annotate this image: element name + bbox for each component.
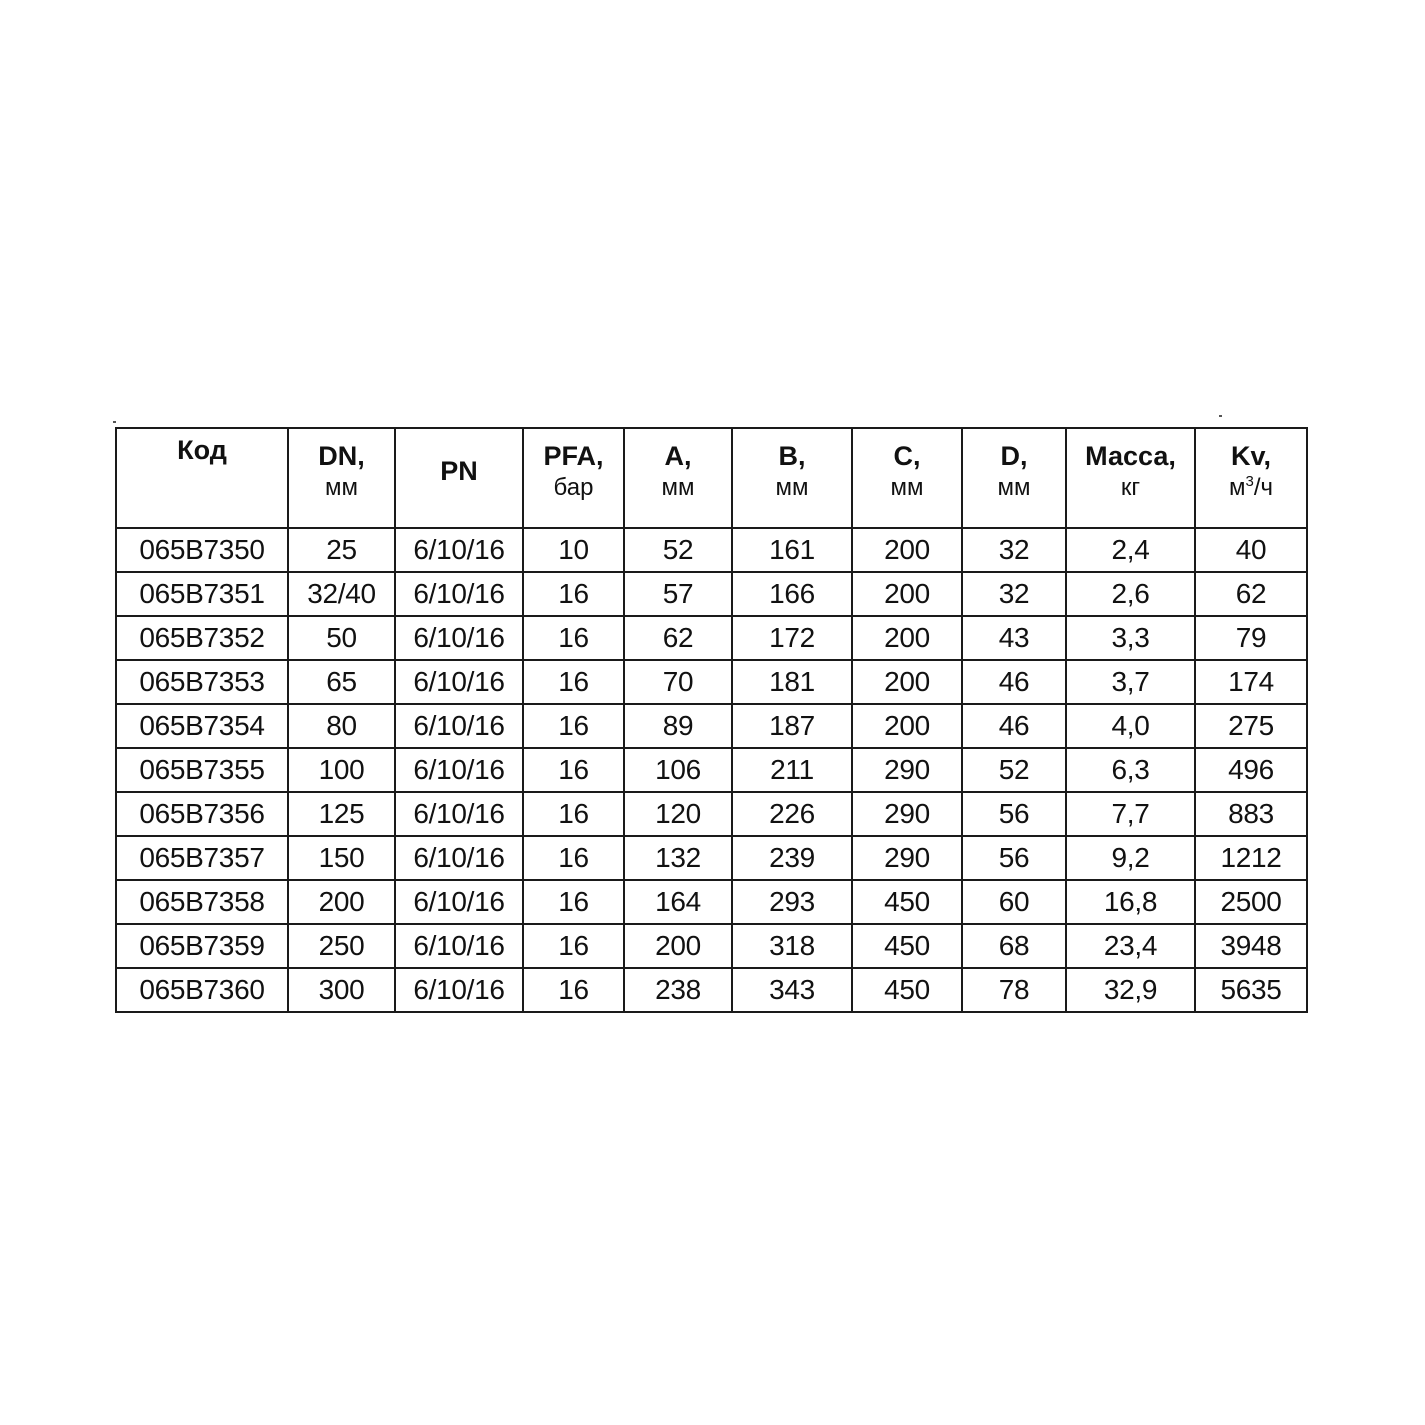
- header-d: [962, 428, 1066, 528]
- cell-pn: 6/10/16: [395, 748, 523, 792]
- header-d-unit: мм: [997, 474, 1031, 501]
- cell-pfa: 16: [523, 792, 624, 836]
- cell-c: 450: [852, 968, 962, 1012]
- cell-c: 290: [852, 836, 962, 880]
- header-code: [116, 428, 288, 528]
- cell-c: 450: [852, 880, 962, 924]
- cell-c: 200: [852, 572, 962, 616]
- cell-c: 450: [852, 924, 962, 968]
- cell-pn: 6/10/16: [395, 528, 523, 572]
- cell-d: 78: [962, 968, 1066, 1012]
- cell-pn: 6/10/16: [395, 572, 523, 616]
- cell-b: 211: [732, 748, 852, 792]
- cell-pfa: 16: [523, 704, 624, 748]
- header-kv-unit-sup: 3: [1245, 473, 1254, 490]
- header-a: [624, 428, 732, 528]
- cell-c: 290: [852, 748, 962, 792]
- cell-kv: 174: [1195, 660, 1307, 704]
- header-pn: [395, 428, 523, 528]
- spec-table-container: [115, 427, 1306, 1013]
- cell-a: 52: [624, 528, 732, 572]
- cell-a: 164: [624, 880, 732, 924]
- cell-mass: 32,9: [1066, 968, 1195, 1012]
- cell-mass: 9,2: [1066, 836, 1195, 880]
- cell-dn: 25: [288, 528, 395, 572]
- cell-kv: 5635: [1195, 968, 1307, 1012]
- cell-pfa: 16: [523, 616, 624, 660]
- cell-a: 70: [624, 660, 732, 704]
- cell-dn: 100: [288, 748, 395, 792]
- cell-pn: 6/10/16: [395, 880, 523, 924]
- header-pn-label: PN: [440, 456, 478, 486]
- cell-code: 065B7359: [116, 924, 288, 968]
- cell-dn: 32/40: [288, 572, 395, 616]
- cell-c: 200: [852, 616, 962, 660]
- header-b-label: B,: [778, 441, 806, 471]
- cell-mass: 2,4: [1066, 528, 1195, 572]
- cell-b: 181: [732, 660, 852, 704]
- table-row: [116, 924, 1307, 968]
- cell-kv: 496: [1195, 748, 1307, 792]
- cell-pfa: 16: [523, 968, 624, 1012]
- table-row: [116, 704, 1307, 748]
- cell-pn: 6/10/16: [395, 792, 523, 836]
- cell-dn: 50: [288, 616, 395, 660]
- cell-dn: 150: [288, 836, 395, 880]
- cell-dn: 65: [288, 660, 395, 704]
- header-mass: [1066, 428, 1195, 528]
- header-kv-unit-rest: /ч: [1253, 474, 1273, 501]
- cell-mass: 7,7: [1066, 792, 1195, 836]
- cell-code: 065B7350: [116, 528, 288, 572]
- cell-pfa: 16: [523, 836, 624, 880]
- header-pfa: [523, 428, 624, 528]
- cell-mass: 3,7: [1066, 660, 1195, 704]
- cell-pn: 6/10/16: [395, 704, 523, 748]
- header-dn: [288, 428, 395, 528]
- cell-kv: 275: [1195, 704, 1307, 748]
- table-row: [116, 792, 1307, 836]
- cell-a: 106: [624, 748, 732, 792]
- cell-a: 200: [624, 924, 732, 968]
- cell-mass: 6,3: [1066, 748, 1195, 792]
- cell-pn: 6/10/16: [395, 836, 523, 880]
- cell-pn: 6/10/16: [395, 924, 523, 968]
- header-dn-unit: мм: [325, 474, 358, 501]
- cell-d: 43: [962, 616, 1066, 660]
- cell-d: 46: [962, 704, 1066, 748]
- cell-c: 200: [852, 660, 962, 704]
- cell-d: 32: [962, 572, 1066, 616]
- cell-code: 065B7356: [116, 792, 288, 836]
- table-body: [116, 528, 1307, 1012]
- spec-table: [115, 427, 1308, 1013]
- cell-a: 62: [624, 616, 732, 660]
- cell-b: 343: [732, 968, 852, 1012]
- cell-code: 065B7358: [116, 880, 288, 924]
- table-row: [116, 748, 1307, 792]
- cell-code: 065B7360: [116, 968, 288, 1012]
- cell-pfa: 10: [523, 528, 624, 572]
- header-a-label: A,: [664, 441, 692, 471]
- cell-code: 065B7355: [116, 748, 288, 792]
- cell-pfa: 16: [523, 924, 624, 968]
- header-mass-label: Масса,: [1085, 441, 1176, 471]
- cell-pn: 6/10/16: [395, 968, 523, 1012]
- cell-d: 32: [962, 528, 1066, 572]
- table-row: [116, 660, 1307, 704]
- cell-c: 290: [852, 792, 962, 836]
- cell-a: 120: [624, 792, 732, 836]
- header-b-unit: мм: [775, 474, 809, 501]
- cell-kv: 62: [1195, 572, 1307, 616]
- cell-pfa: 16: [523, 660, 624, 704]
- table-row: [116, 880, 1307, 924]
- cell-mass: 2,6: [1066, 572, 1195, 616]
- cell-code: 065B7354: [116, 704, 288, 748]
- cell-pfa: 16: [523, 880, 624, 924]
- cell-pfa: 16: [523, 748, 624, 792]
- cell-mass: 16,8: [1066, 880, 1195, 924]
- cell-b: 318: [732, 924, 852, 968]
- cell-pfa: 16: [523, 572, 624, 616]
- cell-d: 56: [962, 792, 1066, 836]
- cell-b: 239: [732, 836, 852, 880]
- cell-code: 065B7352: [116, 616, 288, 660]
- header-kv: [1195, 428, 1307, 528]
- cell-code: 065B7357: [116, 836, 288, 880]
- header-a-unit: мм: [661, 474, 695, 501]
- scan-speck-left: [113, 421, 116, 423]
- cell-d: 60: [962, 880, 1066, 924]
- cell-dn: 250: [288, 924, 395, 968]
- table-row: [116, 836, 1307, 880]
- header-c: [852, 428, 962, 528]
- header-c-unit: мм: [890, 474, 924, 501]
- header-kv-unit-base: м: [1228, 474, 1246, 501]
- header-dn-label: DN,: [318, 441, 365, 471]
- table-row: [116, 528, 1307, 572]
- cell-code: 065B7351: [116, 572, 288, 616]
- cell-kv: 1212: [1195, 836, 1307, 880]
- cell-b: 187: [732, 704, 852, 748]
- cell-d: 46: [962, 660, 1066, 704]
- cell-dn: 200: [288, 880, 395, 924]
- table-row: [116, 616, 1307, 660]
- cell-dn: 125: [288, 792, 395, 836]
- cell-pn: 6/10/16: [395, 616, 523, 660]
- cell-b: 226: [732, 792, 852, 836]
- cell-a: 132: [624, 836, 732, 880]
- cell-b: 166: [732, 572, 852, 616]
- cell-dn: 80: [288, 704, 395, 748]
- cell-d: 56: [962, 836, 1066, 880]
- header-c-label: C,: [893, 441, 921, 471]
- header-kv-label: Kv,: [1230, 441, 1271, 471]
- scan-speck-right: [1219, 415, 1222, 417]
- cell-kv: 2500: [1195, 880, 1307, 924]
- header-pfa-unit: бар: [553, 474, 594, 501]
- table-row: [116, 572, 1307, 616]
- cell-mass: 23,4: [1066, 924, 1195, 968]
- cell-a: 57: [624, 572, 732, 616]
- cell-d: 52: [962, 748, 1066, 792]
- cell-a: 238: [624, 968, 732, 1012]
- header-kv-unit: [1196, 474, 1306, 502]
- cell-b: 293: [732, 880, 852, 924]
- cell-c: 200: [852, 704, 962, 748]
- table-header: [116, 428, 1307, 528]
- cell-kv: 79: [1195, 616, 1307, 660]
- cell-d: 68: [962, 924, 1066, 968]
- table-row: [116, 968, 1307, 1012]
- cell-kv: 40: [1195, 528, 1307, 572]
- header-pfa-label: PFA,: [543, 441, 604, 471]
- cell-b: 161: [732, 528, 852, 572]
- cell-c: 200: [852, 528, 962, 572]
- cell-mass: 4,0: [1066, 704, 1195, 748]
- cell-mass: 3,3: [1066, 616, 1195, 660]
- cell-pn: 6/10/16: [395, 660, 523, 704]
- header-code-label: Код: [177, 435, 227, 465]
- header-b: [732, 428, 852, 528]
- cell-a: 89: [624, 704, 732, 748]
- header-d-label: D,: [1000, 441, 1028, 471]
- cell-kv: 883: [1195, 792, 1307, 836]
- header-row: [116, 428, 1307, 528]
- header-mass-unit: кг: [1120, 474, 1141, 501]
- cell-b: 172: [732, 616, 852, 660]
- cell-dn: 300: [288, 968, 395, 1012]
- cell-code: 065B7353: [116, 660, 288, 704]
- cell-kv: 3948: [1195, 924, 1307, 968]
